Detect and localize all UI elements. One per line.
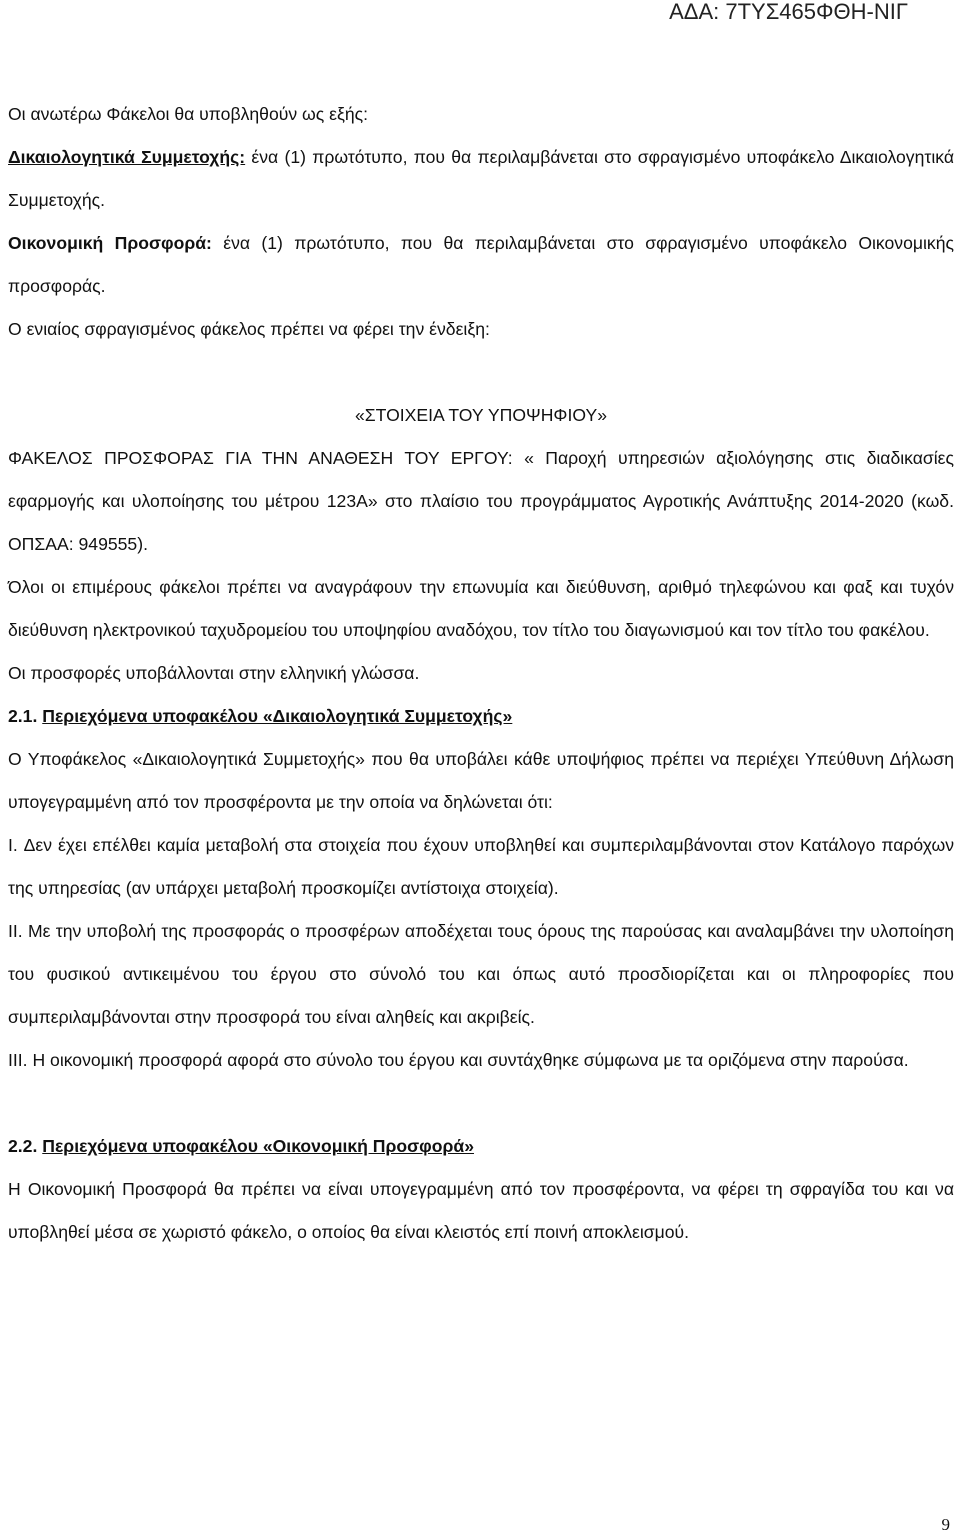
list-item-ii: II. Με την υποβολή της προσφοράς ο προσφέρων αποδέχεται τους όρους της παρούσας και αναλαμβάνει την υλοποίηση του φυσικού αντικειμένου του έργου στο σύνολό του και όπως αυτό προσδιορίζεται και οι πληροφορίες που συμπεριλαμβάνονται στην προσφορά του είναι αληθείς και ακριβείς. — [8, 921, 954, 1027]
list-item-iii: III. Η οικονομική προσφορά αφορά στο σύνολο του έργου και συντάχθηκε σύμφωνα με τα οριζόμενα στην παρούσα. — [8, 1050, 909, 1070]
section-heading-2-1 — [8, 695, 954, 738]
candidate-details-heading: «ΣΤΟΙΧΕΙΑ ΤΟΥ ΥΠΟΨΗΦΙΟΥ» — [355, 405, 607, 425]
document-body — [8, 93, 954, 1254]
section-number-2-2: 2.2. — [8, 1136, 38, 1156]
text-financial: ένα (1) πρωτότυπο, που θα περιλαμβάνεται στο σφραγισμένο υποφάκελο Οικονομικής προσφοράς. — [8, 233, 954, 296]
paragraph-financial — [8, 222, 954, 308]
paragraph-declaration: Ο Υποφάκελος «Δικαιολογητικά Συμμετοχής» που θα υποβάλει κάθε υποψήφιος πρέπει να περιέχει Υπεύθυνη Δήλωση υπογεγραμμένη από τον προσφέροντα με την οποία να δηλώνεται ότι: — [8, 749, 954, 812]
spacer — [8, 351, 954, 394]
list-item-i: I. Δεν έχει επέλθει καμία μεταβολή στα στοιχεία που έχουν υποβληθεί και συμπεριλαμβάνονται στον Κατάλογο παρόχων της υπηρεσίας (αν υπάρχει μεταβολή προσκομίζει αντίστοιχα στοιχεία). — [8, 835, 954, 898]
spacer — [8, 1082, 954, 1125]
paragraph-intro: Οι ανωτέρω Φάκελοι θα υποβληθούν ως εξής: — [8, 104, 369, 124]
paragraph-envelope-note: Ο ενιαίος σφραγισμένος φάκελος πρέπει να φέρει την ένδειξη: — [8, 319, 490, 339]
page-number: 9 — [941, 1515, 950, 1534]
section-number-2-1: 2.1. — [8, 706, 38, 726]
label-participation: Δικαιολογητικά Συμμετοχής: — [8, 147, 246, 167]
paragraph-envelope-title: ΦΑΚΕΛΟΣ ΠΡΟΣΦΟΡΑΣ ΓΙΑ ΤΗΝ ΑΝΑΘΕΣΗ ΤΟΥ ΕΡΓΟΥ: « Παροχή υπηρεσιών αξιολόγησης στις διαδικασίες εφαρμογής και υλοποίησης του μέτρου 123Α» στο πλαίσιο του προγράμματος Αγροτικής Ανάπτυξης 2014-2020 (κωδ. ΟΠΣΑΑ: 949555). — [8, 448, 954, 554]
section-title-2-2: Περιεχόμενα υποφακέλου «Οικονομική Προσφορά» — [42, 1136, 474, 1156]
label-financial: Οικονομική Προσφορά: — [8, 233, 212, 253]
paragraph-participation — [8, 136, 954, 222]
section-heading-2-2 — [8, 1125, 954, 1168]
text-participation: ένα (1) πρωτότυπο, που θα περιλαμβάνεται στο σφραγισμένο υποφάκελο Δικαιολογητικά Συμμετοχής. — [8, 147, 955, 210]
ada-code: ΑΔΑ: 7ΤΥΣ465ΦΘΗ-ΝΙΓ — [669, 0, 908, 24]
paragraph-envelope-markings: Όλοι οι επιμέρους φάκελοι πρέπει να αναγράφουν την επωνυμία και διεύθυνση, αριθμό τηλεφώνου και φαξ και τυχόν διεύθυνση ηλεκτρονικού ταχυδρομείου του υποψηφίου αναδόχου, τον τίτλο του διαγωνισμού και τον τίτλο του φακέλου. — [8, 577, 954, 640]
section-title-2-1: Περιεχόμενα υποφακέλου «Δικαιολογητικά Συμμετοχής» — [42, 706, 513, 726]
paragraph-language: Οι προσφορές υποβάλλονται στην ελληνική γλώσσα. — [8, 663, 420, 683]
paragraph-financial-offer: Η Οικονομική Προσφορά θα πρέπει να είναι υπογεγραμμένη από τον προσφέροντα, να φέρει τη σφραγίδα του και να υποβληθεί μέσα σε χωριστό φάκελο, ο οποίος θα είναι κλειστός επί ποινή αποκλεισμού. — [8, 1179, 954, 1242]
